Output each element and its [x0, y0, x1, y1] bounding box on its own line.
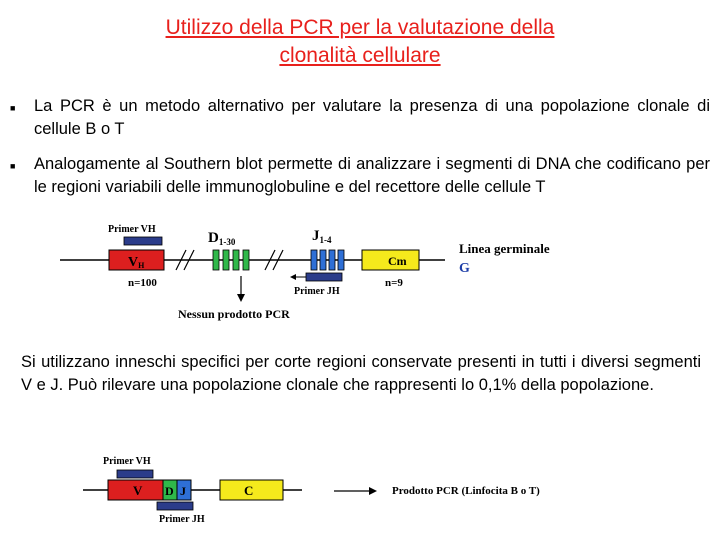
d-segment-label-2: D	[165, 484, 174, 498]
v-segment-sub: H	[138, 261, 145, 270]
bullet-item-2	[10, 153, 710, 199]
j-segment-label: J	[312, 228, 320, 244]
primer-jh-label-2: Primer JH	[159, 514, 205, 525]
c-segment-label: Cm	[388, 254, 407, 268]
title-line-1: Utilizzo della PCR per la valutazione della	[165, 16, 555, 39]
n100-label: n=100	[128, 277, 157, 289]
bullet-square-icon: ■	[10, 103, 16, 113]
primer-jh-label: Primer JH	[294, 286, 340, 297]
bullet-square-icon: ■	[10, 161, 16, 171]
primer-vh-icon	[124, 237, 162, 245]
pcr-product-label: Prodotto PCR (Linfocita B o T)	[392, 485, 540, 497]
bullet-text-2: Analogamente al Southern blot permette di analizzare i segmenti di DNA che codificano per le regioni variabili delle immunoglobuline e del recettore delle cellule T	[34, 155, 710, 196]
germline-label: Linea germinale	[459, 241, 550, 256]
j-segment-sub: 1-4	[319, 235, 332, 245]
svg-text:D1-30	[208, 230, 236, 247]
primer-jh-icon-2	[157, 502, 193, 510]
primer-vh-label: Primer VH	[108, 224, 156, 235]
primer-vh-label-2: Primer VH	[103, 456, 151, 467]
v-segment-label-2: V	[133, 483, 143, 498]
title-line-2: clonalità cellulare	[279, 44, 441, 67]
rearranged-diagram	[0, 450, 720, 530]
svg-text:J1-4	[312, 228, 332, 245]
j-segment-label-2: J	[180, 484, 186, 498]
primer-jh-icon	[306, 273, 342, 281]
slide-title	[0, 14, 720, 70]
d-segment-label: D	[208, 230, 219, 246]
bullet-text-1: La PCR è un metodo alternativo per valutare la presenza di una popolazione clonale di cellule B o T	[34, 97, 710, 138]
v-segment-label: V	[128, 255, 139, 270]
n9-label: n=9	[385, 277, 403, 289]
bullet-item-1	[10, 95, 710, 141]
germline-g-label: G	[459, 261, 470, 276]
germline-diagram	[0, 215, 720, 327]
explanation-paragraph: Si utilizzano inneschi specifici per corte regioni conservate presenti in tutti i diversi segmenti V e J. Può rilevare una popolazione clonale che rappresenti lo 0,1% della popolazione.	[21, 353, 701, 394]
c-segment-label-2: C	[244, 483, 254, 498]
d-segment-sub: 1-30	[218, 237, 236, 247]
primer-vh-icon-2	[117, 470, 153, 478]
no-product-label: Nessun prodotto PCR	[178, 307, 290, 321]
